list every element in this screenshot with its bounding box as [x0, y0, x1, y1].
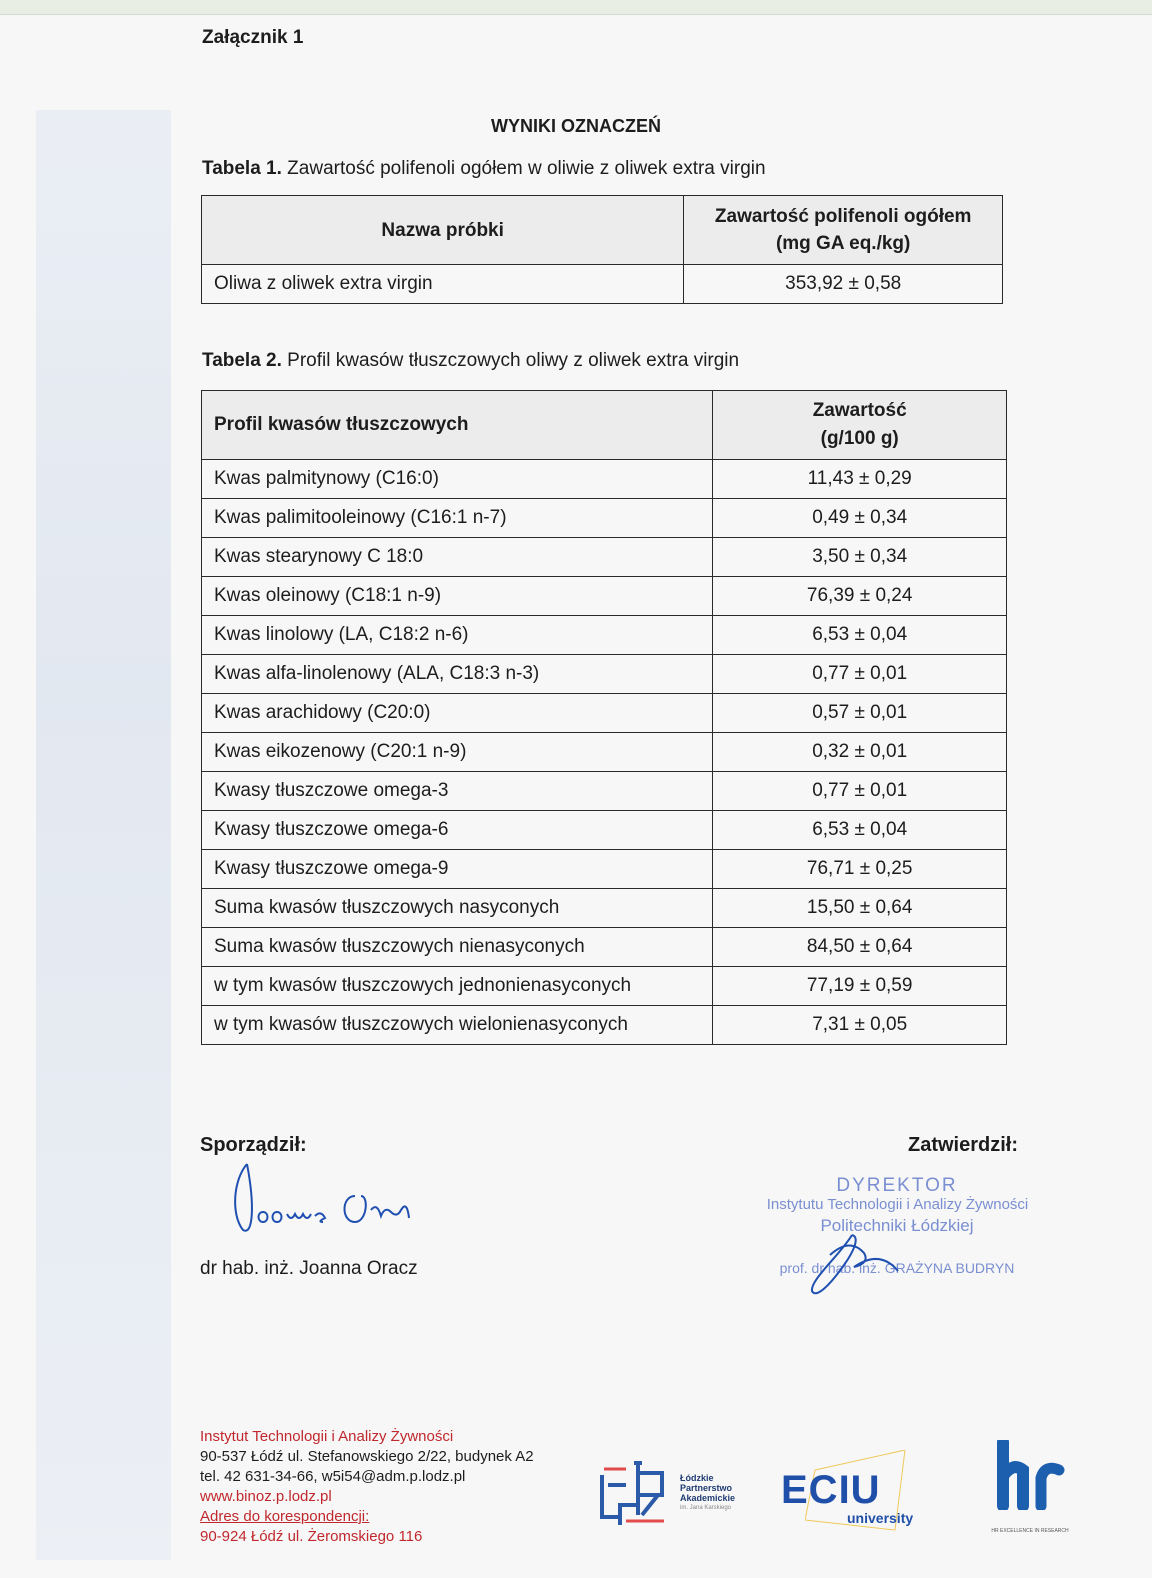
column-header-content [713, 391, 1007, 460]
page-left-margin-tint [36, 110, 171, 1560]
column-header-unit: (g/100 g) [820, 428, 899, 449]
fatty-acid-value-cell: 0,32 ± 0,01 [713, 733, 1007, 772]
sample-name-cell: Oliwa z oliwek extra virgin [202, 265, 684, 304]
fatty-acid-name-cell: w tym kwasów tłuszczowych jednonienasyconych [202, 967, 713, 1006]
eciu-wordmark: ECIU [781, 1468, 881, 1512]
table-row [202, 733, 1007, 772]
fatty-acid-value-cell: 7,31 ± 0,05 [713, 1006, 1007, 1045]
lpa-logo [598, 1455, 758, 1535]
fatty-acid-value-cell: 6,53 ± 0,04 [713, 811, 1007, 850]
fatty-acid-value-cell: 11,43 ± 0,29 [713, 460, 1007, 499]
polyphenol-value-cell: 353,92 ± 0,58 [684, 265, 1003, 304]
table-row [202, 772, 1007, 811]
fatty-acid-name-cell: Kwas oleinowy (C18:1 n-9) [202, 577, 713, 616]
column-header-line: Zawartość [812, 400, 907, 421]
column-header-polyphenols [684, 196, 1003, 265]
stamp-title: DYREKTOR [836, 1175, 958, 1196]
column-header-sample: Nazwa próbki [202, 196, 684, 265]
hr-logo [975, 1440, 1085, 1540]
fatty-acid-name-cell: Kwas stearynowy C 18:0 [202, 538, 713, 577]
hr-mark-icon [995, 1440, 1065, 1510]
attachment-label: Załącznik 1 [202, 27, 304, 48]
table2-caption-text: Profil kwasów tłuszczowych oliwy z oliwek extra virgin [281, 350, 740, 371]
fatty-acid-value-cell: 77,19 ± 0,59 [713, 967, 1007, 1006]
table-row [202, 538, 1007, 577]
fatty-acid-name-cell: Kwas eikozenowy (C20:1 n-9) [202, 733, 713, 772]
fatty-acid-name-cell: Suma kwasów tłuszczowych nienasyconych [202, 928, 713, 967]
hr-caption: HR EXCELLENCE IN RESEARCH [991, 1528, 1069, 1534]
footer-address-block [200, 1427, 534, 1547]
fatty-acid-name-cell: Kwas arachidowy (C20:0) [202, 694, 713, 733]
fatty-acid-name-cell: Kwas alfa-linolenowy (ALA, C18:3 n-3) [202, 655, 713, 694]
viewer-top-bar [0, 0, 1152, 15]
table-row [202, 1006, 1007, 1045]
fatty-acid-name-cell: Kwas linolowy (LA, C18:2 n-6) [202, 616, 713, 655]
fatty-acid-value-cell: 6,53 ± 0,04 [713, 616, 1007, 655]
lpa-text-line: im. Jana Karskiego [680, 1505, 732, 1511]
footer-correspondence-address: 90-924 Łódź ul. Żeromskiego 116 [200, 1528, 423, 1545]
fatty-acid-value-cell: 0,57 ± 0,01 [713, 694, 1007, 733]
table-row [202, 616, 1007, 655]
fatty-acid-value-cell: 76,39 ± 0,24 [713, 577, 1007, 616]
fatty-acid-name-cell: Kwasy tłuszczowe omega-6 [202, 811, 713, 850]
document-heading: WYNIKI OZNACZEŃ [491, 116, 661, 136]
fatty-acid-value-cell: 3,50 ± 0,34 [713, 538, 1007, 577]
fatty-acid-value-cell: 76,71 ± 0,25 [713, 850, 1007, 889]
lpa-text-line: Partnerstwo [680, 1483, 733, 1493]
table-row [202, 694, 1007, 733]
table-row [202, 265, 1003, 304]
footer-org-name: Instytut Technologii i Analizy Żywności [200, 1428, 454, 1445]
table2-caption-number: Tabela 2. [202, 350, 282, 371]
polyphenol-table [201, 195, 1003, 304]
footer-contact: tel. 42 631-34-66, w5i54@adm.p.lodz.pl [200, 1468, 466, 1485]
lpa-mark-icon [598, 1455, 673, 1535]
table-row [202, 811, 1007, 850]
table1-caption [202, 158, 766, 180]
footer-website-link[interactable]: www.binoz.p.lodz.pl [200, 1488, 332, 1505]
preparer-signature [225, 1160, 440, 1240]
prepared-by-label: Sporządził: [200, 1134, 307, 1156]
approved-by-label: Zatwierdził: [908, 1134, 1019, 1156]
fatty-acid-name-cell: Kwasy tłuszczowe omega-3 [202, 772, 713, 811]
fatty-acid-name-cell: Kwasy tłuszczowe omega-9 [202, 850, 713, 889]
table-header-row [202, 391, 1007, 460]
table2-caption [202, 350, 739, 372]
footer-address: 90-537 Łódź ul. Stefanowskiego 2/22, budynek A2 [200, 1448, 534, 1465]
column-header-profile: Profil kwasów tłuszczowych [202, 391, 713, 460]
table1-caption-number: Tabela 1. [202, 158, 282, 179]
fatty-acid-name-cell: Suma kwasów tłuszczowych nasyconych [202, 889, 713, 928]
table-row [202, 499, 1007, 538]
column-header-unit: (mg GA eq./kg) [775, 233, 911, 254]
stamp-university: Politechniki Łódzkiej [820, 1216, 974, 1235]
fatty-acid-table-body [202, 460, 1007, 1045]
column-header-line: Zawartość polifenoli ogółem [714, 206, 972, 227]
table-header-row [202, 196, 1003, 265]
fatty-acid-value-cell: 84,50 ± 0,64 [713, 928, 1007, 967]
stamp-director-name: prof. dr hab. inż. GRAŻYNA BUDRYN [779, 1260, 1015, 1276]
footer-correspondence-label: Adres do korespondencji: [200, 1508, 370, 1525]
eciu-logo [775, 1450, 935, 1535]
table-row [202, 577, 1007, 616]
preparer-name: dr hab. inż. Joanna Oracz [200, 1258, 418, 1279]
table-row [202, 850, 1007, 889]
fatty-acid-value-cell: 0,77 ± 0,01 [713, 772, 1007, 811]
lpa-text-line: Łódzkie [680, 1473, 714, 1483]
table-row [202, 889, 1007, 928]
fatty-acid-name-cell: Kwas palimitooleinowy (C16:1 n-7) [202, 499, 713, 538]
table-row [202, 460, 1007, 499]
fatty-acid-name-cell: Kwas palmitynowy (C16:0) [202, 460, 713, 499]
fatty-acid-value-cell: 15,50 ± 0,64 [713, 889, 1007, 928]
table-row [202, 928, 1007, 967]
table-row [202, 967, 1007, 1006]
stamp-institute: Instytutu Technologii i Analizy Żywności [766, 1196, 1029, 1213]
fatty-acid-value-cell: 0,77 ± 0,01 [713, 655, 1007, 694]
table-row [202, 655, 1007, 694]
fatty-acid-value-cell: 0,49 ± 0,34 [713, 499, 1007, 538]
lpa-text [680, 1473, 735, 1513]
lpa-text-line: Akademickie [680, 1493, 736, 1503]
approver-signature [800, 1225, 920, 1300]
table1-caption-text: Zawartość polifenoli ogółem w oliwie z oliwek extra virgin [281, 158, 766, 179]
fatty-acid-name-cell: w tym kwasów tłuszczowych wielonienasyconych [202, 1006, 713, 1045]
eciu-subtitle: university [847, 1510, 914, 1526]
fatty-acid-table [201, 390, 1007, 1045]
